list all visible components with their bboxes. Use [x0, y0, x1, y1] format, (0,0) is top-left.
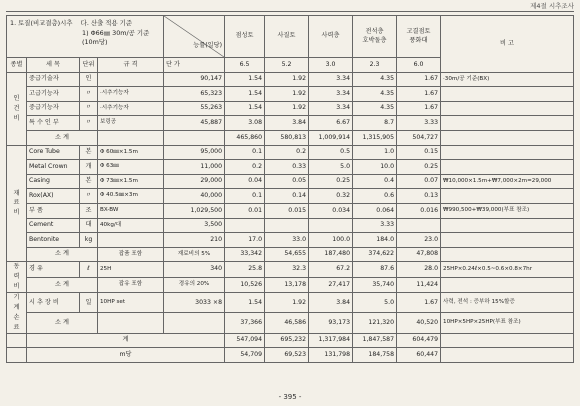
soil-header-2: 사력층	[309, 16, 353, 58]
item-spec: Φ 73㎜×1.5m	[98, 174, 164, 189]
table-row	[7, 262, 574, 277]
value-cell: 23.0	[397, 233, 441, 248]
page-number: - 395 -	[278, 393, 302, 401]
value-cell: 1.54	[225, 101, 265, 116]
value-cell: 0.2	[225, 160, 265, 175]
item-spec: 40kg/대	[98, 218, 164, 233]
table-title: 1. 토질(비교결층)시추	[10, 19, 73, 27]
value-cell: 0.016	[397, 203, 441, 218]
value-cell: 25.8	[225, 262, 265, 277]
item-unit: 대	[80, 218, 98, 233]
item-name: Core Tube	[27, 145, 80, 160]
item-unit: 〃	[80, 101, 98, 116]
ratio-1: 5.2	[265, 58, 309, 73]
soil-header-0: 점성토	[225, 16, 265, 58]
page-header: 제4절 시추조사	[530, 2, 574, 10]
value-cell: 46,586	[265, 313, 309, 333]
col-type-header: 종별	[7, 58, 27, 73]
soil-header-4: 고결점토 풍화대	[397, 16, 441, 58]
item-spec: Φ 63㎜	[98, 160, 164, 175]
remark	[441, 189, 574, 204]
value-cell: 54,709	[225, 348, 265, 363]
blank-cell	[7, 333, 27, 348]
unit-price: 3,500	[164, 218, 225, 233]
unit-price: 90,147	[164, 72, 225, 87]
value-cell	[397, 218, 441, 233]
value-cell: 3.08	[225, 116, 265, 131]
value-cell: 0.064	[353, 203, 397, 218]
unit-price: 11,000	[164, 160, 225, 175]
subtotal-row	[7, 277, 574, 292]
value-cell: 604,479	[397, 333, 441, 348]
blank-cell	[441, 348, 574, 363]
group-label-machine	[7, 293, 27, 334]
unit-price: 210	[164, 233, 225, 248]
item-name: Cement	[27, 218, 80, 233]
value-cell: 40,520	[397, 313, 441, 333]
subtotal-row	[7, 130, 574, 145]
item-unit: 〃	[80, 87, 98, 102]
value-cell	[265, 218, 309, 233]
unit-price: 65,323	[164, 87, 225, 102]
table-row	[7, 145, 574, 160]
value-cell: 11,424	[397, 277, 441, 292]
value-cell: 184.0	[353, 233, 397, 248]
value-cell	[225, 218, 265, 233]
value-cell: 374,622	[353, 247, 397, 262]
group-label-power	[7, 262, 27, 293]
item-spec: 보링공	[98, 116, 164, 131]
subtotal-label: 소 계	[27, 277, 98, 292]
subtotal-row	[7, 247, 574, 262]
soil-header-3: 전석층 호박돌층	[353, 16, 397, 58]
value-cell: 3.34	[309, 87, 353, 102]
value-cell: 93,173	[309, 313, 353, 333]
table-row	[7, 87, 574, 102]
table-row	[7, 72, 574, 87]
table-row	[7, 189, 574, 204]
item-spec: ·시추기능자	[98, 101, 164, 116]
value-cell: 1,315,905	[353, 130, 397, 145]
unit-price: 1,029,500	[164, 203, 225, 218]
item-name: 시 추 장 비	[27, 293, 80, 313]
group-label-text: 인 건 비	[13, 94, 20, 122]
value-cell: 3.34	[309, 72, 353, 87]
header-rule	[6, 11, 574, 12]
value-cell: 0.33	[265, 160, 309, 175]
group-label-text: 동 력 비	[13, 263, 20, 291]
value-cell: 1.67	[397, 87, 441, 102]
value-cell: 54,655	[265, 247, 309, 262]
value-cell: 184,758	[353, 348, 397, 363]
subtotal-label: 소 계	[27, 313, 98, 333]
value-cell: 0.25	[397, 160, 441, 175]
unit-price: 340	[164, 262, 225, 277]
value-cell: 1,847,587	[353, 333, 397, 348]
item-unit: 개	[80, 160, 98, 175]
item-name: 고급기능자	[27, 87, 80, 102]
subtotal-basis: 경유의 20%	[164, 277, 225, 292]
value-cell: 3.33	[397, 116, 441, 131]
remark	[441, 233, 574, 248]
criteria-subtitle: 1) Φ66㎜ 30m/공 기준(10m당)	[82, 28, 150, 47]
unit-price: 55,263	[164, 101, 225, 116]
value-cell: 0.32	[309, 189, 353, 204]
remark	[441, 218, 574, 233]
table-row	[7, 160, 574, 175]
subtotal-row	[7, 313, 574, 333]
value-cell: 0.04	[225, 174, 265, 189]
blank-cell	[441, 333, 574, 348]
value-cell: 60,447	[397, 348, 441, 363]
value-cell: 0.015	[265, 203, 309, 218]
subtotal-basis	[164, 313, 225, 333]
remark	[441, 160, 574, 175]
remark: 25HP×0.24ℓ×0.5~0.6×0.8×7hr	[441, 262, 574, 277]
remark: ₩990,500+₩39,000(부표 참조)	[441, 203, 574, 218]
value-cell: 100.0	[309, 233, 353, 248]
value-cell: 121,320	[353, 313, 397, 333]
subtotal-remark: 10HP×5HP×25HP(부표 참조)	[441, 313, 574, 333]
subtotal-basis	[164, 130, 225, 145]
soil-header-1: 사질토	[265, 16, 309, 58]
value-cell: 0.15	[397, 145, 441, 160]
item-name: 경 유	[27, 262, 80, 277]
item-spec: Φ 40.5㎜×3m	[98, 189, 164, 204]
remarks-header: 비 고	[441, 16, 574, 73]
item-unit: 〃	[80, 189, 98, 204]
criteria-title: 다. 산출 적용 기준	[80, 19, 132, 27]
per-meter-row	[7, 348, 574, 363]
subtotal-spec: 잡품 포함	[98, 247, 164, 262]
item-unit: 〃	[80, 116, 98, 131]
blank-cell	[7, 348, 27, 363]
value-cell: 5.0	[309, 160, 353, 175]
value-cell: 0.25	[309, 174, 353, 189]
value-cell: 32.3	[265, 262, 309, 277]
remark	[441, 116, 574, 131]
value-cell: 1.92	[265, 87, 309, 102]
value-cell: 8.7	[353, 116, 397, 131]
value-cell: 33.0	[265, 233, 309, 248]
col-unit-header: 단위	[80, 58, 98, 73]
value-cell: 1.67	[397, 101, 441, 116]
value-cell: 1.67	[397, 72, 441, 87]
value-cell: 17.0	[225, 233, 265, 248]
value-cell: 3.33	[353, 218, 397, 233]
unit-price: 45,887	[164, 116, 225, 131]
total-row	[7, 333, 574, 348]
value-cell: 69,523	[265, 348, 309, 363]
item-unit: 조	[80, 203, 98, 218]
value-cell: 0.14	[265, 189, 309, 204]
value-cell: 33,342	[225, 247, 265, 262]
value-cell: 3.84	[265, 116, 309, 131]
value-cell: 547,094	[225, 333, 265, 348]
value-cell: 187,480	[309, 247, 353, 262]
value-cell: 4.35	[353, 101, 397, 116]
value-cell: 3.34	[309, 101, 353, 116]
value-cell: 13,178	[265, 277, 309, 292]
value-cell: 0.4	[353, 174, 397, 189]
subtotal-spec	[98, 313, 164, 333]
subtotal-label: 소 계	[27, 130, 98, 145]
remark	[441, 145, 574, 160]
value-cell: 1.54	[225, 72, 265, 87]
table-row	[7, 101, 574, 116]
subtotal-remark	[441, 247, 574, 262]
remark: ·30m/공 기준(BX)	[441, 72, 574, 87]
item-unit: kg	[80, 233, 98, 248]
col-spec-header: 규 격	[98, 58, 164, 73]
group-label-text: 재 료 비	[13, 189, 20, 217]
table-row	[7, 116, 574, 131]
item-spec: ·시추기능자	[98, 87, 164, 102]
item-spec	[98, 72, 164, 87]
table-title-cell	[7, 16, 164, 58]
value-cell: 35,740	[353, 277, 397, 292]
value-cell: 0.05	[265, 174, 309, 189]
value-cell: 1.54	[225, 293, 265, 313]
subtotal-label: 소 계	[27, 247, 98, 262]
value-cell: 3.84	[309, 293, 353, 313]
table-row	[7, 218, 574, 233]
subtotal-basis: 재료비의 5%	[164, 247, 225, 262]
value-cell: 0.5	[309, 145, 353, 160]
value-cell: 0.034	[309, 203, 353, 218]
value-cell: 1.67	[397, 293, 441, 313]
item-name: 부 품	[27, 203, 80, 218]
value-cell: 0.07	[397, 174, 441, 189]
value-cell: 87.6	[353, 262, 397, 277]
item-unit: 본	[80, 174, 98, 189]
remark: 사력, 전석 : 증부하 15%할증	[441, 293, 574, 313]
item-name: Bentonite	[27, 233, 80, 248]
value-cell: 28.0	[397, 262, 441, 277]
item-unit: 인	[80, 72, 98, 87]
per_m-label: m당	[27, 348, 225, 363]
item-unit: 일	[80, 293, 98, 313]
value-cell: 504,727	[397, 130, 441, 145]
value-cell: 0.6	[353, 189, 397, 204]
unit-price: 95,000	[164, 145, 225, 160]
value-cell: 695,232	[265, 333, 309, 348]
value-cell: 1.54	[225, 87, 265, 102]
value-cell: 1.92	[265, 72, 309, 87]
item-spec: 25H	[98, 262, 164, 277]
item-spec: 10HP set	[98, 293, 164, 313]
unit-price: 40,000	[164, 189, 225, 204]
item-spec	[98, 233, 164, 248]
table-row	[7, 293, 574, 313]
value-cell: 0.1	[225, 145, 265, 160]
ratio-4: 6.0	[397, 58, 441, 73]
table-row	[7, 233, 574, 248]
ratio-header: 능률(일당)	[193, 42, 223, 49]
table-row	[7, 174, 574, 189]
subtotal-spec: 잡유 포함	[98, 277, 164, 292]
subtotal-remark	[441, 130, 574, 145]
cost-table	[6, 15, 574, 363]
value-cell: 465,860	[225, 130, 265, 145]
item-unit: 본	[80, 145, 98, 160]
value-cell: 580,813	[265, 130, 309, 145]
value-cell: 0.1	[225, 189, 265, 204]
item-name: 특 수 인 부	[27, 116, 80, 131]
group-label-material	[7, 145, 27, 262]
item-name: 중급기술자	[27, 72, 80, 87]
ratio-price-header	[164, 16, 225, 58]
remark	[441, 101, 574, 116]
unit-price: 3033 ×8	[164, 293, 225, 313]
item-name: Rox(AX)	[27, 189, 80, 204]
value-cell: 6.67	[309, 116, 353, 131]
total-label: 계	[27, 333, 225, 348]
value-cell: 0.2	[265, 145, 309, 160]
value-cell: 67.2	[309, 262, 353, 277]
item-spec: BX-BW	[98, 203, 164, 218]
remark: ₩10,000×1.5m+₩7,000×2m=29,000	[441, 174, 574, 189]
table-row	[7, 203, 574, 218]
value-cell: 47,808	[397, 247, 441, 262]
value-cell: 1.0	[353, 145, 397, 160]
cost-table-sheet	[6, 15, 573, 363]
subtotal-spec	[98, 130, 164, 145]
value-cell: 1,317,984	[309, 333, 353, 348]
value-cell: 27,417	[309, 277, 353, 292]
ratio-3: 2.3	[353, 58, 397, 73]
value-cell: 4.35	[353, 72, 397, 87]
ratio-0: 6.5	[225, 58, 265, 73]
value-cell: 131,798	[309, 348, 353, 363]
value-cell: 4.35	[353, 87, 397, 102]
ratio-2: 3.0	[309, 58, 353, 73]
item-name: 중급기능자	[27, 101, 80, 116]
value-cell: 1,009,914	[309, 130, 353, 145]
value-cell: 5.0	[353, 293, 397, 313]
value-cell: 1.92	[265, 101, 309, 116]
unit-price: 29,000	[164, 174, 225, 189]
col-item-header: 세 목	[27, 58, 80, 73]
remark	[441, 87, 574, 102]
value-cell: 0.13	[397, 189, 441, 204]
value-cell: 10.0	[353, 160, 397, 175]
value-cell	[309, 218, 353, 233]
value-cell: 37,366	[225, 313, 265, 333]
item-unit: ℓ	[80, 262, 98, 277]
item-name: Metal Crown	[27, 160, 80, 175]
subtotal-remark	[441, 277, 574, 292]
value-cell: 10,526	[225, 277, 265, 292]
value-cell: 1.92	[265, 293, 309, 313]
unit-price-header: 단 가	[164, 58, 225, 73]
item-spec: Φ 60㎜×1.5m	[98, 145, 164, 160]
item-name: Casing	[27, 174, 80, 189]
group-label-labor	[7, 72, 27, 145]
group-label-text: 기 계 손 료	[13, 294, 20, 331]
value-cell: 0.01	[225, 203, 265, 218]
